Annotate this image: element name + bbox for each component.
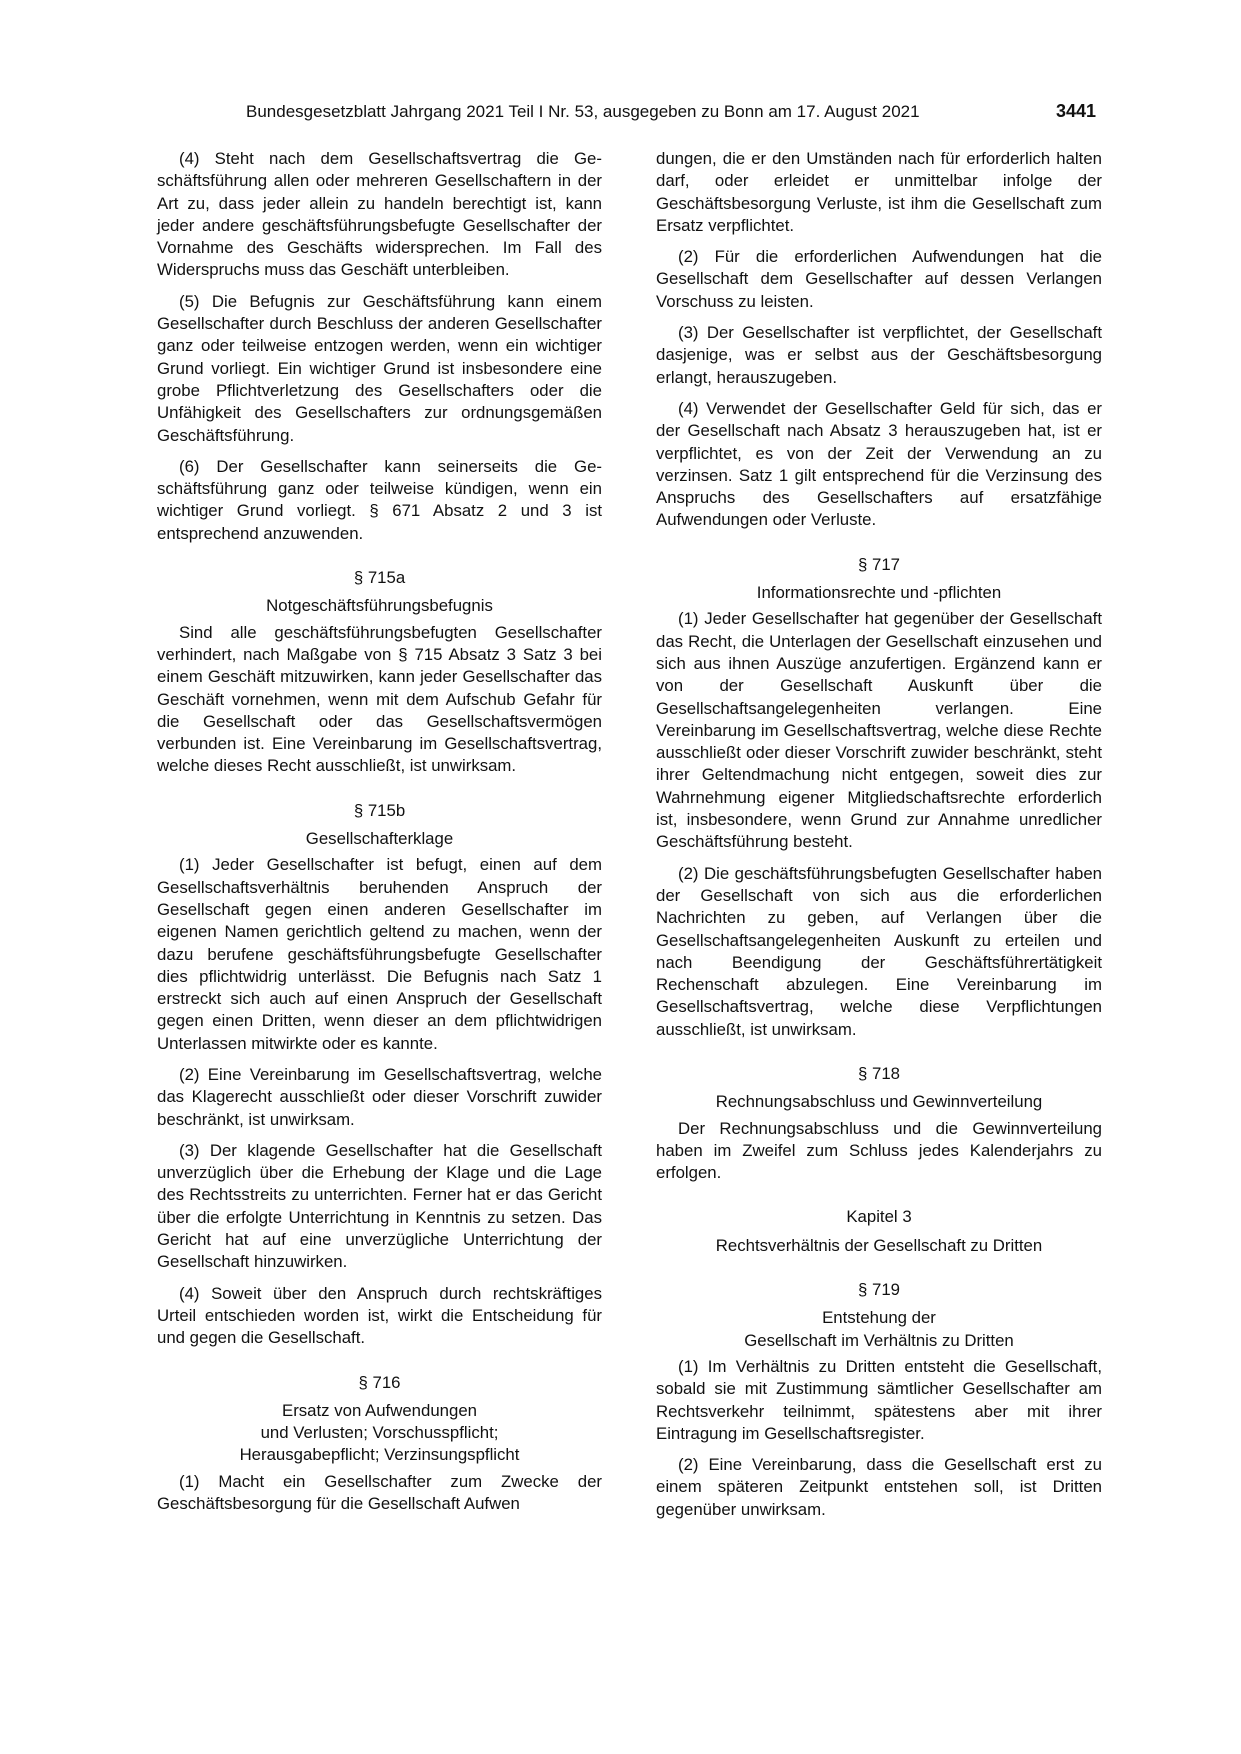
- section-number-718: § 718: [858, 1063, 900, 1083]
- paragraph-716-3: (3) Der Gesellschafter ist verpflichtet, der Gesellschaft dasjenige, was er selbst aus der Geschäftsbesorgung erlangt, herauszugeben.: [656, 323, 1102, 387]
- paragraph-717-2: (2) Die geschäftsführungsbefugten Gesellschafter haben der Gesellschaft von sich aus die erforderlichen Nachrichten zu geben, auf Verlangen über die Gesellschaftsangelegenheiten Auskunft zu erteilen und nach Beendigung der Geschäftsführertätigkeit Rechenschaft abzulegen. Eine Vereinbarung im Gesellschaftsvertrag, welche diese Verpflichtungen ausschließt, ist unwirksam.: [656, 863, 1102, 1039]
- section-title-717: Informationsrechte und -pflichten: [756, 583, 1002, 603]
- section-title-719: [656, 1307, 1102, 1352]
- section-title-715b: Gesellschafterklage: [305, 829, 454, 849]
- paragraph-716-1: (1) Macht ein Gesellschafter zum Zwecke der Geschäftsbesorgung für die Gesellschaft Aufwen: [157, 1471, 602, 1514]
- paragraph-715b-2: (2) Eine Vereinbarung im Gesellschaftsvertrag, welche das Klagerecht ausschließt oder dieser Vorschrift zuwider beschränkt, ist unwirksam.: [157, 1064, 602, 1129]
- section-title-719-line: Gesellschaft im Verhältnis zu Dritten: [744, 1330, 1014, 1350]
- page-header: [246, 101, 1116, 125]
- paragraph-717-1: (1) Jeder Gesellschafter hat gegenüber der Gesellschaft das Recht, die Unterlagen der Gesellschaft einzusehen und sich aus ihnen Auszüge anzufertigen. Ergänzend kann er von der Gesellschaft Auskunft über die Gesellschaftsangelegenheiten verlangen. Eine Vereinbarung im Gesellschaftsvertrag, welche diese Rechte ausschließt oder dieser Vorschrift zuwider beschränkt, steht ihrer Geltendmachung nicht entgegen, soweit dies zur Wahrnehmung eigener Mitgliedschaftsrechte erforderlich ist, insbesondere, wenn Grund zur Annahme unredlicher Geschäftsführung besteht.: [656, 609, 1102, 852]
- paragraph-715-4: (4) Steht nach dem Gesellschaftsvertrag die Geschäftsführung allen oder mehreren Gesellschaftern in der Art zu, dass jeder allein zu handeln berechtigt ist, kann jeder andere geschäftsführungsbefugte Gesellschafter der Vornahme des Geschäfts widersprechen. Im Fall des Widerspruchs muss das Geschäft unterbleiben.: [157, 149, 602, 280]
- paragraph-716-1-continued: dungen, die er den Umständen nach für erforderlich halten darf, oder erleidet er unmittelbar infolge der Geschäftsbesorgung Verluste, ist ihm die Gesellschaft zum Ersatz verpflichtet.: [656, 149, 1102, 235]
- section-title-716-line: Ersatz von Aufwendungen: [282, 1400, 477, 1420]
- paragraph-719-2: (2) Eine Vereinbarung, dass die Gesellschaft erst zu einem späteren Zeitpunkt entstehen soll, ist Dritten gegenüber unwirksam.: [656, 1455, 1102, 1519]
- paragraph-715a: Sind alle geschäftsführungsbefugten Gesellschafter verhindert, nach Maßgabe von § 715 Absatz 3 Satz 3 bei einem Geschäft mitzuwirken, kann jeder Gesellschafter das Geschäft vornehmen, wenn mit dem Aufschub Gefahr für die Gesellschaft oder das Gesellschaftsvermögen verbunden ist. Eine Vereinbarung im Gesellschaftsvertrag, welche dieses Recht ausschließt, ist unwirksam.: [157, 622, 602, 776]
- section-title-718: Rechnungsabschluss und Gewinnverteilung: [715, 1092, 1043, 1112]
- right-column: [656, 148, 1102, 1530]
- section-number-716: § 716: [358, 1372, 401, 1392]
- paragraph-715-5: (5) Die Befugnis zur Geschäftsführung kann einem Gesellschafter durch Beschluss der anderen Gesellschafter ganz oder teilweise entzogen werden, wenn ein wichtiger Grund vorliegt. Ein wichtiger Grund ist insbesondere eine grobe Pflichtverletzung des Gesellschafters oder die Unfähigkeit des Gesellschafters zur ordnungsgemäßen Geschäftsführung.: [157, 291, 602, 445]
- paragraph-715b-4: (4) Soweit über den Anspruch durch rechtskräftiges Urteil entschieden worden ist, wirkt die Entscheidung für und gegen die Gesellschaft.: [157, 1283, 602, 1348]
- section-title-716-line: und Verlusten; Vorschusspflicht;: [260, 1423, 499, 1443]
- paragraph-718: Der Rechnungsabschluss und die Gewinnverteilung haben im Zweifel zum Schluss jedes Kalenderjahrs zu erfolgen.: [656, 1118, 1102, 1183]
- section-number-717: § 717: [858, 554, 900, 574]
- section-number-719: § 719: [858, 1280, 900, 1300]
- section-title-719-line: Entstehung der: [822, 1308, 936, 1328]
- paragraph-719-1: (1) Im Verhältnis zu Dritten entsteht die Gesellschaft, sobald sie mit Zustimmung sämtlicher Gesellschafter am Rechtsverkehr teilnimmt, spätestens aber mit ihrer Eintragung im Gesellschaftsregister.: [656, 1356, 1102, 1443]
- section-title-716: [157, 1400, 602, 1467]
- section-number-715b: § 715b: [353, 800, 406, 820]
- section-title-715a: Notgeschäftsführungsbefugnis: [266, 596, 493, 616]
- paragraph-716-2: (2) Für die erforderlichen Aufwendungen hat die Gesellschaft dem Gesellschafter auf dessen Verlangen Vorschuss zu leisten.: [656, 247, 1102, 311]
- left-column: [157, 148, 602, 1524]
- paragraph-715b-1: (1) Jeder Gesellschafter ist befugt, einen auf dem Gesellschaftsverhältnis beruhenden Anspruch der Gesellschaft gegen einen anderen Gesellschafter im eigenen Namen gerichtlich geltend zu machen, wenn der dazu berufene geschäftsführungsbefugte Gesellschafter dies pflichtwidrig unterlässt. Die Befugnis nach Satz 1 erstreckt sich auch auf einen Anspruch der Gesellschaft gegen einen Dritten, wenn dieser an dem pflichtwidrigen Unterlassen mitwirkte oder es kannte.: [157, 855, 602, 1053]
- paragraph-715b-3: (3) Der klagende Gesellschafter hat die Gesellschaft unverzüglich über die Erhebung der Klage und die Lage des Rechtsstreits zu unterrichten. Ferner hat er das Gericht über die erfolgte Unterrichtung in Kenntnis zu setzen. Das Gericht hat auf eine unverzügliche Unterrichtung der Gesellschaft hinzuwirken.: [157, 1140, 602, 1272]
- running-header: Bundesgesetzblatt Jahrgang 2021 Teil I Nr. 53, ausgegeben zu Bonn am 17. August 2021: [246, 102, 920, 121]
- paragraph-716-4: (4) Verwendet der Gesellschafter Geld für sich, das er der Gesellschaft nach Absatz 3 herauszugeben hat, ist er verpflichtet, es von der Zeit der Verwendung an zu verzinsen. Satz 1 gilt entsprechend für die Verzinsung des Anspruchs des Gesellschafters auf ersatzfähige Aufwendungen oder Verluste.: [656, 398, 1102, 530]
- chapter-number: Kapitel 3: [846, 1207, 912, 1227]
- page-number: 3441: [1055, 101, 1096, 121]
- paragraph-715-6: (6) Der Gesellschafter kann seinerseits die Geschäftsführung ganz oder teilweise kündigen, wenn ein wichtiger Grund vorliegt. § 671 Absatz 2 und 3 ist entsprechend anzuwenden.: [157, 456, 602, 543]
- chapter-title: Rechtsverhältnis der Gesellschaft zu Dritten: [715, 1235, 1043, 1255]
- section-title-716-line: Herausgabepflicht; Verzinsungspflicht: [239, 1445, 520, 1465]
- section-number-715a: § 715a: [353, 568, 406, 588]
